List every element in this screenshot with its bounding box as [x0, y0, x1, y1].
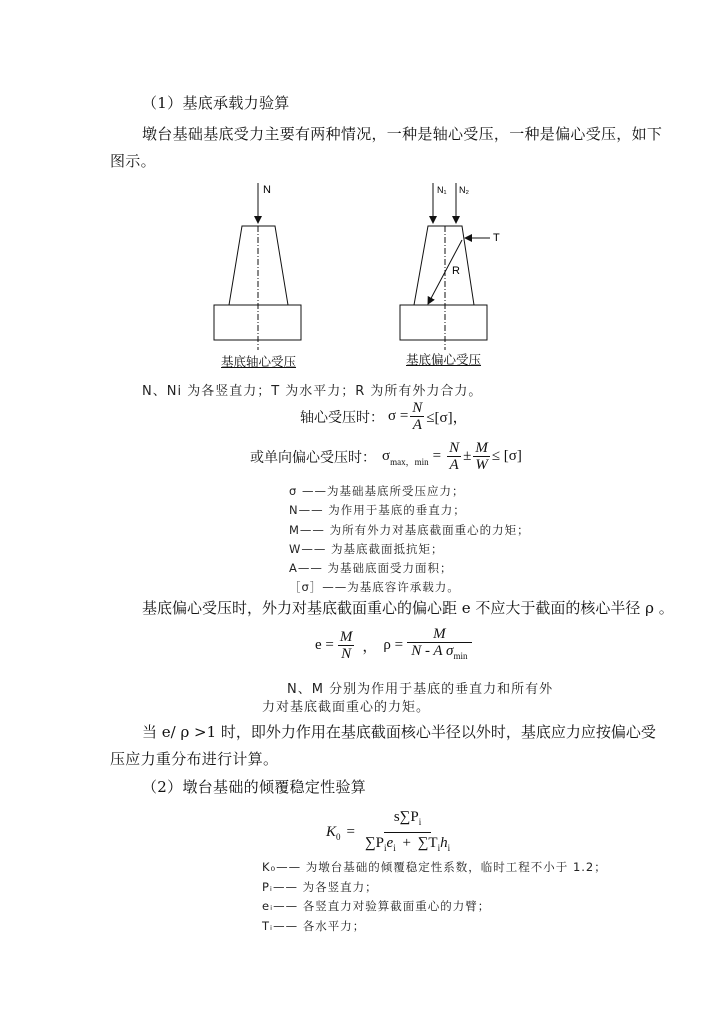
sigma-symbol: σ [382, 448, 391, 464]
fraction-N-over-A [447, 440, 461, 473]
definition-item: Pᵢ—— 为各竖直力； [262, 879, 378, 894]
denominator: A [412, 417, 422, 433]
fraction-N-over-A [410, 400, 424, 433]
formula-e-rho [315, 626, 474, 664]
formula-axial-prefix: 轴心受压时： [300, 410, 384, 426]
rho-paragraph-line1: 当 e/ ρ >1 时，即外力作用在基底截面核心半径以外时，基底应力应按偏心受 [142, 723, 656, 741]
formula-eccentric [250, 440, 522, 473]
label-N1: N₁ [437, 185, 447, 195]
fraction-M-over-W [473, 440, 490, 473]
denominator [409, 643, 469, 664]
formula-axial [300, 400, 468, 433]
rho-denominator-sub: min [453, 651, 468, 661]
eccentric-paragraph: 基底偏心受压时，外力对基底截面重心的偏心距 e 不应大于截面的核心半径 ρ 。 [142, 599, 674, 617]
label-N2: N₂ [459, 185, 469, 195]
definition-item: N—— 为作用于基底的垂直力； [289, 503, 466, 518]
rho-paragraph-line2: 压应力重分布进行计算。 [110, 750, 279, 768]
formula-eccentric-rhs: ≤ [σ] [491, 448, 522, 464]
numerator: N [412, 400, 423, 416]
fraction-k0 [363, 807, 452, 858]
definition-item: Tᵢ—— 各水平力； [262, 918, 366, 933]
definition-item: M—— 为所有外力对基底截面重心的力矩； [289, 522, 530, 537]
definition-item: W—— 为基底截面抵抗矩； [289, 541, 444, 556]
e-lhs: e = [315, 636, 334, 653]
numerator: N [449, 440, 460, 456]
formula-axial-sigma: σ = [388, 408, 409, 424]
denominator: A [449, 457, 459, 473]
numerator: M [339, 628, 353, 645]
definition-item: A—— 为基础底面受力面积； [289, 561, 453, 576]
denominator: $\sum P_ie_i + \sum T_ih_i$ [364, 835, 451, 853]
label-N: N [263, 184, 271, 196]
numerator: $s\sum P_i$ [384, 807, 431, 833]
axial-compression-figure [214, 183, 301, 350]
k0-lhs: $K_0$ [326, 823, 341, 842]
definition-item: K₀—— 为墩台基础的倾覆稳定性系数，临时工程不小于 1.2； [262, 860, 607, 874]
label-R: R [452, 265, 460, 277]
caption-eccentric: 基底偏心受压 [406, 352, 482, 367]
numerator: M [475, 440, 488, 456]
equals: = [346, 824, 355, 840]
fraction-M-over-N [338, 629, 355, 662]
eccentric-compression-figure [400, 183, 490, 350]
separator: ， [362, 638, 378, 655]
denominator: N [341, 645, 352, 662]
formula-eccentric-prefix: 或单向偏心受压时： [250, 450, 376, 466]
nm-note-line1: N、M 分别为作用于基底的垂直力和所有外 [287, 682, 554, 697]
rho-lhs: ρ = [383, 636, 404, 653]
foundation-diagram [200, 178, 520, 373]
rho-denominator-main: N - A σ [411, 643, 454, 659]
plus-minus: ± [463, 448, 472, 464]
fraction-rho [407, 626, 472, 664]
nm-note-line2: 力对基底截面重心的力矩。 [262, 700, 431, 715]
intro-paragraph-line2: 图示。 [110, 152, 156, 170]
force-legend: N、Ni 为各竖直力；T 为水平力；R 为所有外力合力。 [142, 384, 483, 399]
caption-axial: 基底轴心受压 [221, 354, 297, 369]
sigma-subscript: max，min [390, 457, 429, 467]
definition-item: eᵢ—— 各竖直力对验算截面重心的力臂； [262, 899, 491, 913]
intro-paragraph-line1: 墩台基础基底受力主要有两种情况，一种是轴心受压，一种是偏心受压，如下 [142, 125, 663, 143]
formula-k0 [326, 807, 454, 858]
denominator: W [475, 457, 488, 473]
equals: = [432, 448, 442, 464]
definition-item: σ ——为基础基底所受压应力； [289, 484, 465, 498]
definitions-list-1 [289, 482, 530, 598]
definition-item: ［σ］——为基底容许承载力。 [289, 580, 460, 595]
formula-axial-rhs: ≤[σ]， [426, 410, 468, 426]
section1-heading: （1）基底承载力验算 [142, 94, 290, 112]
label-T: T [493, 232, 500, 244]
footing-block [400, 305, 487, 340]
section2-heading: （2）墩台基础的倾覆稳定性验算 [142, 778, 367, 796]
definitions-list-2 [262, 858, 607, 936]
numerator: M [407, 626, 472, 643]
